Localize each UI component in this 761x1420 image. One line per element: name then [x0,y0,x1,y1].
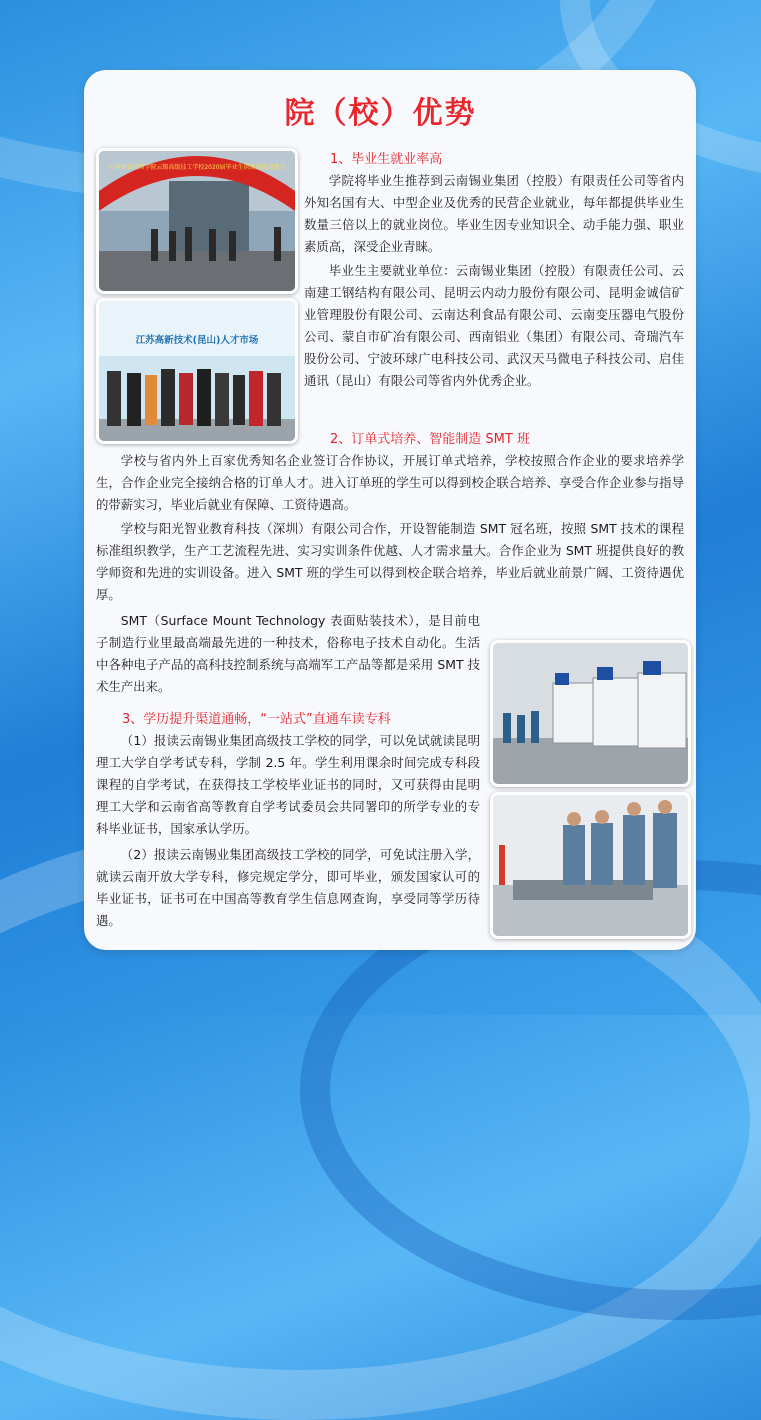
section-1-paragraph-2: 毕业生主要就业单位：云南锡业集团（控股）有限责任公司、云南建工钢结构有限公司、昆明云内动力股份有限公司、昆明金诚信矿业管理股份有限公司、云南达利食品有限公司、云南变压器电气股份公司、蒙自市矿冶有限公司、西南铝业（集团）有限公司、奇瑞汽车股份公司、宁波环球广电科技公司、武汉天马微电子科技公司、启佳通讯（昆山）有限公司等省内外优秀企业。 [304,263,684,388]
section-heading-2: 2、订单式培养、智能制造 SMT 班 [330,432,530,447]
graduation-photo [96,148,298,294]
section-1-paragraph-1: 学院将毕业生推荐到云南锡业集团（控股）有限责任公司等省内外知名国有大、中型企业及优秀的民营企业就业，每年都提供毕业生数量三倍以上的就业岗位。毕业生因专业知识全、动手能力强、职业素质高，深受企业青睐。 [304,173,684,254]
training-photo [490,792,691,939]
banner-text: 云南锡业技师学院云锡高级技工学校2020届毕业生供需见面双选会 [108,164,286,171]
page-title: 院（校）优势 [284,96,477,131]
section-2-paragraph-3: SMT（Surface Mount Technology 表面贴装技术），是目前电子制造行业里最高端最先进的一种技术，俗称电子技术自动化。生活中各种电子产品的高科技控制系统与高端军工产品等都是采用 SMT 技术生产出来。 [96,613,480,694]
job-fair-sign: 江苏高新技术(昆山)人才市场 [135,335,259,346]
section-3-paragraph-1: （1）报读云南锡业集团高级技工学校的同学，可以免试就读昆明理工大学自学考试专科，学制 2.5 年。学生利用课余时间完成专科段课程的自学考试，在获得技工学校毕业证书的同时，又可获得由昆明理工大学和云南省高等教育自学考试委员会共同署印的所学专业的专科毕业证书，国家承认学历。 [96,733,480,836]
workshop-photo [490,640,691,787]
section-2-paragraph-1: 学校与省内外上百家优秀知名企业签订合作协议，开展订单式培养，学校按照合作企业的要求培养学生，合作企业完全接纳合格的订单人才。进入订单班的学生可以得到校企联合培养、享受合作企业参与指导的带薪实习，毕业后就业有保障、工资待遇高。 [96,453,684,512]
section-heading-1: 1、毕业生就业率高 [330,152,443,167]
section-2-paragraph-2: 学校与阳光智业教育科技（深圳）有限公司合作，开设智能制造 SMT 冠名班，按照 SMT 技术的课程标准组织教学，生产工艺流程先进、实习实训条件优越、人才需求量大。合作企业为 SMT 班提供良好的教学师资和先进的实训设备。进入 SMT 班的学生可以得到校企联合培养，毕业后就业前景广阔、工资待遇优厚。 [96,521,684,602]
section-3-paragraph-2: （2）报读云南锡业集团高级技工学校的同学，可免试注册入学，就读云南开放大学专科，修完规定学分，即可毕业，颁发国家认可的毕业证书，证书可在中国高等教育学生信息网查询，享受同等学历待遇。 [96,847,480,928]
section-heading-3: 3、学历提升渠道通畅，“一站式”直通车读专科 [122,712,391,727]
job-fair-photo [96,298,298,444]
